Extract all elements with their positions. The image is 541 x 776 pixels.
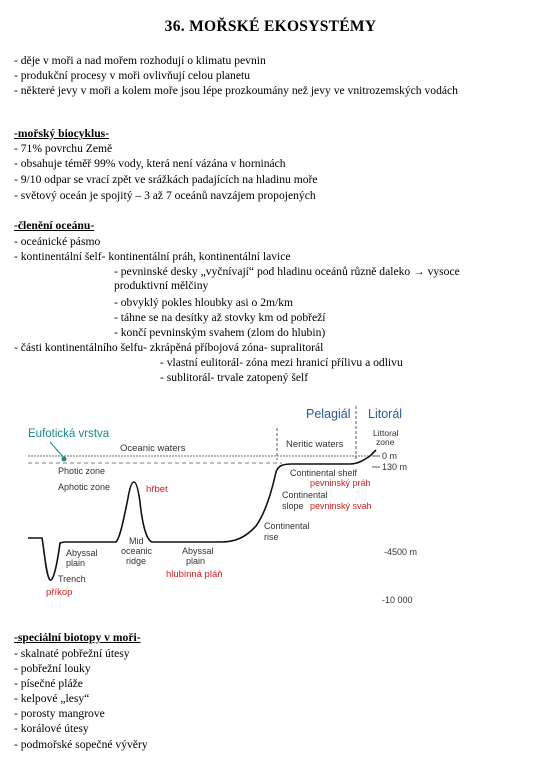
ocean-profile-diagram: [20, 398, 440, 616]
list-item: - části kontinentálního šelfu- zkrápěná příbojová zóna- supralitorál: [14, 341, 324, 354]
list-item: - 71% povrchu Země: [14, 142, 113, 155]
abyssal-plain-label: plain: [186, 556, 206, 566]
list-item: - skalnaté pobřežní útesy: [14, 647, 130, 660]
abyssal-plain-label: Abyssal: [66, 548, 98, 558]
litoral-label: Litorál: [368, 407, 403, 421]
list-item: - obsahuje téměř 99% vody, která není vázána v horninách: [14, 157, 286, 170]
continental-shelf-label: Continental shelf: [290, 468, 358, 478]
abyssal-plain-label: plain: [66, 558, 86, 568]
section-heading-biotopes: -speciální biotopy v moři-: [14, 631, 141, 644]
hlubinna-plan-label: hlubinná pláň: [166, 569, 223, 580]
list-item: - pobřežní louky: [14, 662, 91, 675]
continental-slope-label: slope: [282, 501, 304, 511]
list-item: - světový oceán je spojitý – 3 až 7 oceánů navzájem propojených: [14, 189, 316, 202]
depth-10000-label: -10 000: [382, 595, 413, 605]
list-item: - sublitorál- trvale zatopený šelf: [160, 371, 309, 384]
list-item: - korálové útesy: [14, 722, 89, 735]
pevninsky-prah-label: pevninský práh: [310, 478, 371, 488]
trench-label: Trench: [58, 574, 86, 584]
prikop-label: příkop: [46, 587, 73, 598]
list-item: - vlastní eulitorál- zóna mezi hranicí přílivu a odlivu: [160, 356, 403, 369]
section-heading-biocycle: -mořský biocyklus-: [14, 127, 110, 140]
pevninsky-svah-label: pevninský svah: [310, 501, 372, 511]
continental-rise-label: Continental: [264, 521, 310, 531]
list-item: - kelpové „lesy“: [14, 692, 90, 705]
list-item: - končí pevninským svahem (zlom do hlubin): [114, 326, 326, 339]
depth-130-label: 130 m: [382, 462, 408, 472]
mid-ocean-ridge-label: ridge: [126, 556, 147, 566]
depth-0-label: 0 m: [382, 451, 398, 461]
photic-zone-label: Photic zone: [58, 466, 106, 476]
depth-4500-label: -4500 m: [384, 547, 418, 557]
abyssal-plain-label: Abyssal: [182, 546, 214, 556]
littoral-zone-label: zone: [376, 437, 395, 447]
continental-slope-label: Continental: [282, 490, 328, 500]
intro-item: - děje v moři a nad mořem rozhodují o klimatu pevnin: [14, 54, 266, 67]
pelagial-label: Pelagiál: [306, 407, 351, 421]
list-item: - 9/10 odpar se vrací zpět ve srážkách padajících na hladinu moře: [14, 173, 318, 186]
list-item: - podmořské sopečné vývěry: [14, 738, 148, 751]
section-heading-division: -členění oceánu-: [14, 219, 95, 232]
list-item: - obvyklý pokles hloubky asi o 2m/km: [114, 296, 294, 309]
list-item: - táhne se na desítky až stovky km od pobřeží: [114, 311, 326, 324]
hrbet-label: hřbet: [146, 484, 168, 495]
mid-ocean-ridge-label: Mid: [129, 536, 144, 546]
list-item: - pevninské desky „vyčnívají“ pod hladinu oceánů různě daleko → vysoce produktivní mělčiny: [114, 265, 460, 292]
page-title: 36. MOŘSKÉ EKOSYSTÉMY: [164, 18, 377, 35]
littoral-zone-label: Littoral: [373, 428, 399, 438]
list-item: - písečné pláže: [14, 677, 83, 690]
intro-item: - některé jevy v moři a kolem moře jsou lépe prozkoumány než jevy ve vnitrozemských vodách: [14, 84, 458, 97]
eufoticka-marker: [62, 457, 67, 462]
eufoticka-label: Eufotická vrstva: [28, 428, 110, 440]
continental-rise-label: rise: [264, 532, 279, 542]
list-item: - porosty mangrove: [14, 707, 105, 720]
list-item: - kontinentální šelf- kontinentální práh, kontinentální lavice: [14, 250, 291, 263]
aphotic-zone-label: Aphotic zone: [58, 482, 111, 492]
intro-item: - produkční procesy v moři ovlivňují celou planetu: [14, 69, 251, 82]
oceanic-waters-label: Oceanic waters: [120, 443, 186, 454]
mid-ocean-ridge-label: oceanic: [121, 546, 153, 556]
list-item: - oceánické pásmo: [14, 235, 101, 248]
neritic-waters-label: Neritic waters: [286, 439, 344, 450]
